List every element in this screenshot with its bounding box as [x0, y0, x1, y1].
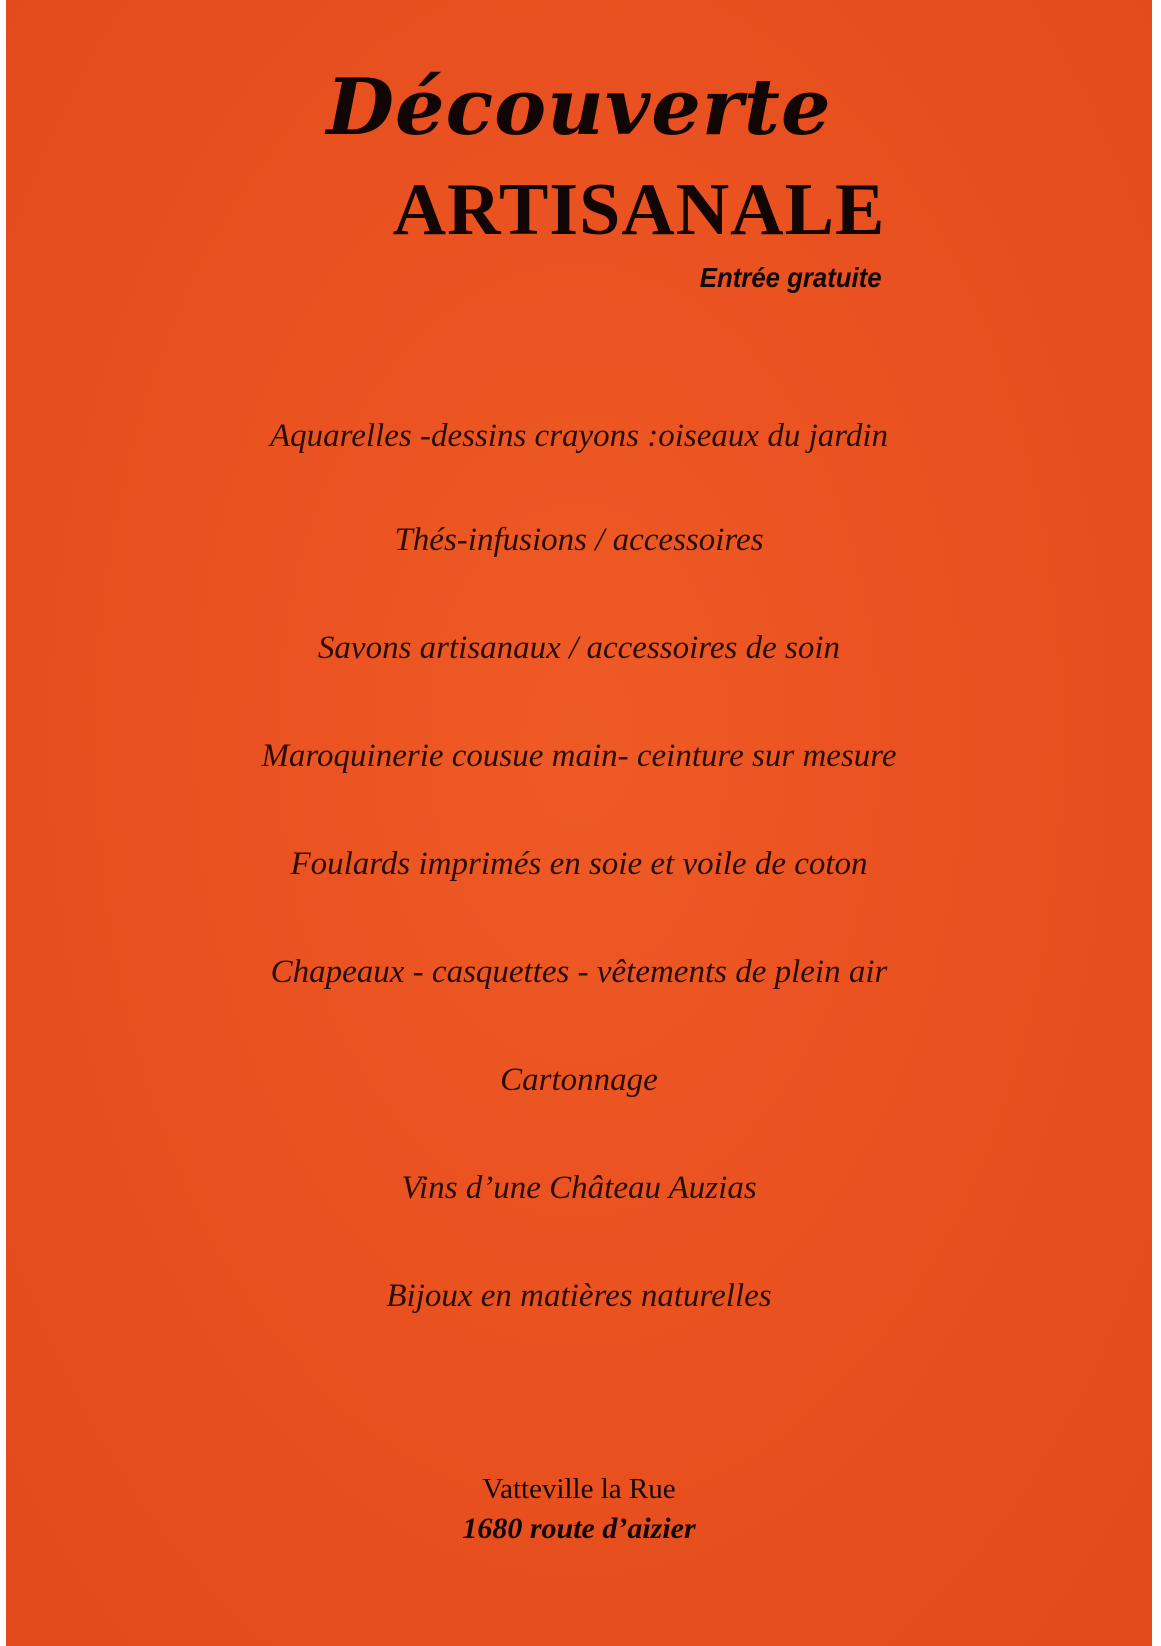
craft-list — [6, 0, 1152, 1646]
title-script: Découverte — [326, 62, 832, 153]
craft-item: Maroquinerie cousue main- ceinture sur mesure — [261, 738, 897, 774]
subtitle-free-entry: Entrée gratuite — [700, 262, 882, 293]
footer-address: 1680 route d’aizier — [462, 1512, 696, 1545]
flyer — [6, 0, 1152, 1646]
craft-item: Thés-infusions / accessoires — [394, 522, 764, 558]
craft-item: Foulards imprimés en soie et voile de coton — [290, 846, 868, 882]
craft-item: Bijoux en matières naturelles — [386, 1278, 772, 1314]
craft-item: Vins d’une Château Auzias — [401, 1170, 757, 1206]
title-caps: ARTISANALE — [392, 169, 886, 251]
footer-town: Vatteville la Rue — [482, 1473, 676, 1505]
craft-item: Savons artisanaux / accessoires de soin — [317, 630, 841, 666]
craft-item: Aquarelles -dessins crayons :oiseaux du jardin — [269, 418, 889, 454]
craft-item: Chapeaux - casquettes - vêtements de plein air — [270, 954, 888, 990]
craft-item: Cartonnage — [500, 1062, 658, 1098]
